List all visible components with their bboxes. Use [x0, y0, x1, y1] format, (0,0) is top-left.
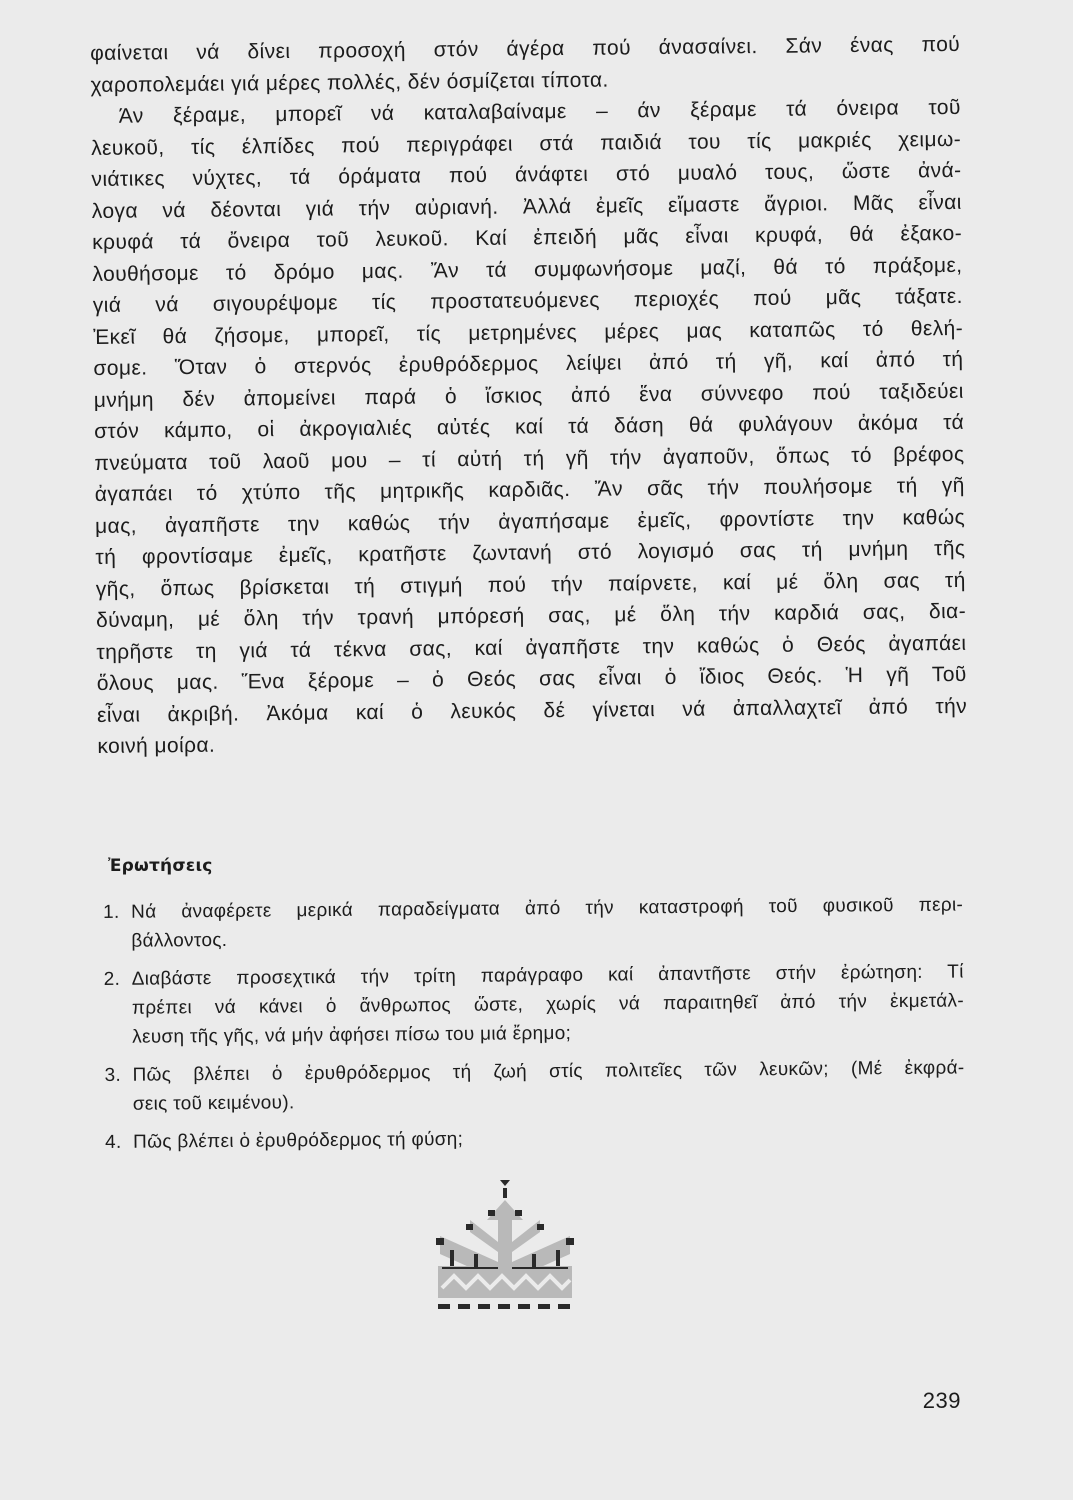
question-number: 4.	[105, 1131, 122, 1153]
body-paragraph	[90, 29, 968, 763]
question-number: 2.	[103, 968, 121, 990]
paragraph-line: ὅλους μας. Ἕνα ξέρομε – ὁ Θεός σας εἶναι ὁ ἴδιος Θεός. Ἡ γῆ Τοῦ	[96, 662, 967, 695]
paragraph-line: Άν ξέραμε, μπορεῖ νά καταλαβαίναμε – άν ξέραμε τά όνειρα τοῦ	[118, 95, 961, 128]
paragraph-line: τηρῆστε τη γιά τά τέκνα σας, καί ἀγαπῆστε την καθώς ὁ Θεός ἀγαπάει	[96, 631, 967, 664]
paragraph-line: νιάτικες νύχτες, τά όράματα πού άνάφτει στό μυαλό τους, ὥστε ἀνά-	[91, 158, 962, 191]
paragraph-line: λευκοῦ, τίς έλπίδες πού περιγράφει στά παιδιά του τίς μακριές χειμω-	[91, 127, 962, 160]
paragraph-line: λουθήσομε τό δρόμο μας. Ἄν τά συμφωνήσομε μαζί, θά τό πράξομε,	[92, 253, 963, 286]
paragraph-line: Ἐκεῖ θά ζήσομε, μπορεῖ, τίς μετρημένες μέρες μας καταπῶς τό θελή-	[93, 316, 964, 349]
question-item	[105, 1120, 965, 1157]
paragraph-line: στόν κάμπο, οἱ ἀκρογιαλιές αὐτές καί τά δάση θά φυλάγουν ἀκόμα τά	[94, 410, 965, 443]
paragraph-line: κρυφά τά ὄνειρα τοῦ λευκοῦ. Καί ἐπειδή μᾶς εἶναι κρυφά, θά ἐξακο-	[92, 221, 963, 254]
questions-list	[103, 890, 965, 1165]
questions-heading: Ἐρωτήσεις	[108, 856, 213, 876]
question-item	[104, 957, 965, 1052]
paragraph-line: γῆς, ὅπως βρίσκεται τή στιγμή πού τήν παίρνετε, καί μέ ὅλη σας τή	[95, 568, 966, 601]
paragraph-line: λογα νά δέονται γιά τήν αὐριανή. Ἀλλά ἐμεῖς εἴμαστε ἄγριοι. Μᾶς εἶναι	[91, 190, 962, 223]
question-line: Διαβάστε προσεχτικά τήν τρίτη παράγραφο καί ἀπαντῆστε στήν ἐρώτηση: Τί	[131, 961, 964, 990]
question-line: πρέπει νά κάνει ὁ ἄνθρωπος ὥστε, χωρίς νά παραιτηθεῖ ἀπό τήν ἐκμετάλ-	[131, 990, 965, 1019]
question-line: σεις τοῦ κειμένου).	[132, 1092, 295, 1115]
paragraph-line: τή φροντίσαμε ἐμεῖς, κρατῆστε ζωντανή στό λογισμό σας τή μνήμη τῆς	[95, 536, 966, 569]
paragraph-line: σομε. Ὅταν ὁ στερνός ἐρυθρόδερμος λείψει ἀπό τή γῆ, καί ἀπό τή	[93, 347, 964, 380]
paragraph-line: δύναμη, μέ ὅλη τήν τρανή μπόρεσή σας, μέ ὅλη τήν καρδιά σας, δια-	[95, 599, 967, 632]
question-number: 1.	[103, 901, 120, 923]
question-line: βάλλοντος.	[131, 929, 228, 952]
paragraph-line: κοινή μοίρα.	[97, 733, 216, 758]
question-line: Πῶς βλέπει ὁ ἐρυθρόδερμος τή φύση;	[133, 1128, 464, 1153]
question-line: λευση τῆς γῆς, νά μήν ἀφήσει πίσω του μιά ἔρημο;	[132, 1022, 572, 1048]
page-number: 239	[922, 1388, 961, 1413]
question-item	[104, 1053, 964, 1119]
paragraph-line: φαίνεται νά δίνει προσοχή στόν άγέρα πού άνασαίνει. Σάν ένας πού	[90, 32, 961, 65]
paragraph-line: ἀγαπάει τό χτύπο τῆς μητρικῆς καρδιᾶς. Ἄν σᾶς τήν πουλήσομε τή γῆ	[94, 473, 965, 506]
paragraph-line: γιά νά σιγουρέψομε τίς προστατευόμενες περιοχές πού μᾶς τάξατε.	[92, 284, 963, 317]
question-line: Πῶς βλέπει ὁ ἐρυθρόδερμος τή ζωή στίς πολιτεῖες τῶν λευκῶν; (Μέ ἐκφρά-	[132, 1057, 965, 1086]
paragraph-line: μας, ἀγαπῆστε την καθώς τήν ἀγαπήσαμε ἐμεῖς, φροντίστε την καθώς	[94, 505, 966, 538]
paragraph-line: εἶναι ἀκριβή. Ἀκόμα καί ὁ λευκός δέ γίνεται νά ἀπαλλαχτεῖ ἀπό τήν	[96, 694, 968, 727]
question-line: Νά ἀναφέρετε μερικά παραδείγματα ἀπό τήν καταστροφή τοῦ φυσικοῦ περι-	[131, 894, 964, 923]
paragraph-line: πνεύματα τοῦ λαοῦ μου – τί αὐτή τή γῆ τήν ἀγαποῦν, ὅπως τό βρέφος	[94, 442, 965, 475]
tree-ornament-icon	[430, 1180, 580, 1315]
question-number: 3.	[104, 1064, 122, 1086]
paragraph-line: χαροπολεμάει γιά μέρες πολλές, δέν όσμίζεται τίποτα.	[90, 68, 609, 97]
paragraph-line: μνήμη δέν ἀπομείνει παρά ὁ ἴσκιος ἀπό ἕνα σύννεφο πού ταξιδεύει	[93, 379, 964, 412]
question-item	[103, 890, 963, 956]
